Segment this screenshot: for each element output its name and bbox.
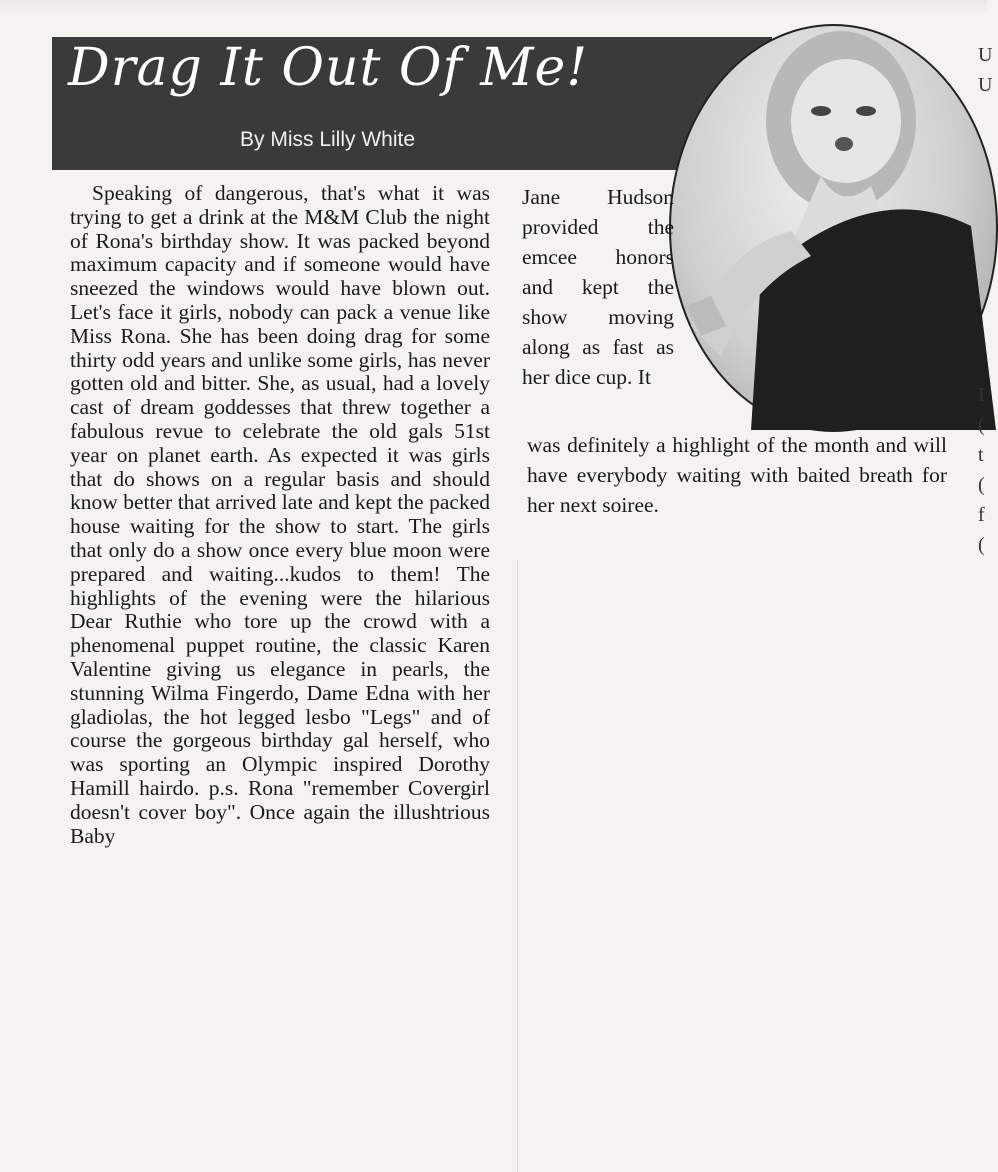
fragment-char: (	[978, 474, 985, 496]
column-divider	[517, 560, 518, 1172]
article-column-2-lower: was definitely a highlight of the month and will have everybody waiting with baited breath for her next soiree.	[527, 433, 947, 517]
fragment-char: I	[978, 384, 985, 406]
portrait-illustration	[671, 26, 996, 430]
fragment-char: (	[978, 534, 985, 556]
page-edge	[0, 0, 987, 14]
adjacent-article-fragment	[978, 40, 993, 560]
fragment-char: U	[978, 74, 993, 96]
byline: By Miss Lilly White	[240, 128, 416, 151]
article-column-2-upper: Jane Hudson provided the emcee honors and kept the show moving along as fast as her dice cup. It	[522, 185, 674, 389]
portrait-photo-icon	[669, 24, 998, 432]
article-title: Drag It Out Of Me!	[68, 38, 589, 98]
fragment-char: t	[978, 444, 984, 466]
fragment-char: (	[978, 414, 985, 436]
fragment-char: U	[978, 44, 993, 66]
article-column-1: Speaking of dangerous, that's what it was trying to get a drink at the M&M Club the night of Rona's birthday show. It was packed beyond maximum capacity and if someone would have sneezed the windows would have blown out. Let's face it girls, nobody can pack a venue like Miss Rona. She has been doing drag for some thirty odd years and unlike some girls, has never gotten old and bitter. She, as usual, had a lovely cast of dream goddesses that threw together a fabulous revue to celebrate the old gals 51st year on planet earth. As expected it was girls that do shows on a regular basis and should know better that arrived late and kept the packed house waiting for the show to start. The girls that only do a show once every blue moon were prepared and waiting...kudos to them! The highlights of the evening were the hilarious Dear Ruthie who tore up the crowd with a phenomenal puppet routine, the classic Karen Valentine giving us elegance in pearls, the stunning Wilma Fingerdo, Dame Edna with her gladiolas, the hot legged lesbo "Legs" and of course the gorgeous birthday gal herself, who was sporting an Olympic inspired Dorothy Hamill hairdo. p.s. Rona "remember Covergirl doesn't cover boy". Once again the illushtrious Baby	[70, 181, 490, 848]
fragment-char: f	[978, 504, 985, 526]
